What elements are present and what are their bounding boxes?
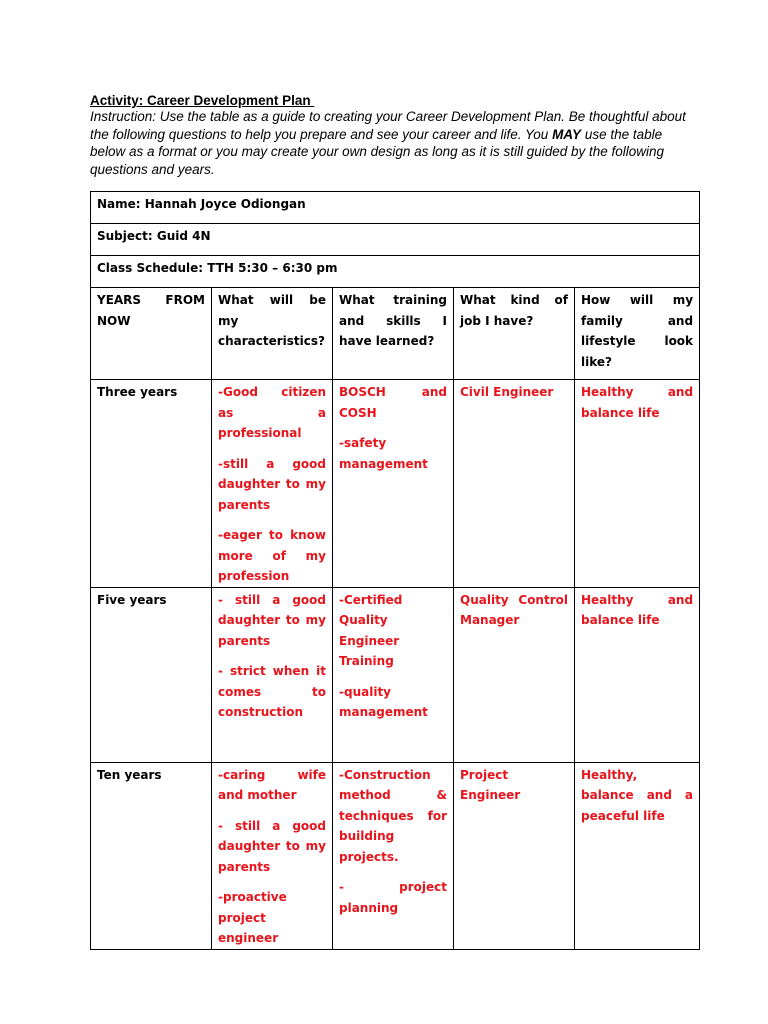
- column-header-training: What training and skills I have learned?: [333, 288, 454, 380]
- list-item: - project planning: [339, 880, 447, 915]
- activity-header: [90, 93, 690, 178]
- list-item: - still a good daughter to my parents: [218, 818, 326, 874]
- list-item: -quality management: [339, 684, 428, 719]
- instruction-emphasis: MAY: [552, 126, 582, 142]
- list-item: -caring wife and mother: [218, 767, 326, 802]
- training-cell: [333, 380, 454, 588]
- job-cell: Civil Engineer: [454, 380, 575, 588]
- instruction-text: [90, 108, 690, 178]
- list-item: -still a good daughter to my parents: [218, 456, 326, 512]
- list-item: - strict when it comes to construction: [218, 664, 326, 719]
- training-cell: [333, 587, 454, 762]
- characteristics-cell: [212, 380, 333, 588]
- row-label: Five years: [91, 587, 212, 762]
- list-item: - still a good daughter to my parents: [218, 592, 326, 648]
- lifestyle-cell: Healthy and balance life: [575, 380, 700, 588]
- row-label: Three years: [91, 380, 212, 588]
- list-item: -eager to know more of my profession: [218, 528, 326, 583]
- list-item: -Certified Quality Engineer Training: [339, 592, 403, 668]
- column-header-row: [91, 288, 700, 380]
- job-cell: Quality Control Manager: [454, 587, 575, 762]
- name-row: Name: Hannah Joyce Odiongan: [91, 192, 700, 224]
- list-item: -Good citizen as a professional: [218, 385, 326, 440]
- job-cell: Project Engineer: [454, 762, 575, 949]
- career-plan-table: [90, 191, 700, 950]
- column-header-job: What kind of job I have?: [454, 288, 575, 380]
- training-cell: [333, 762, 454, 949]
- column-header-lifestyle: How will my family and lifestyle look like?: [575, 288, 700, 380]
- activity-title: Activity: Career Development Plan: [90, 93, 315, 108]
- table-row: [91, 587, 700, 762]
- subject-row: Subject: Guid 4N: [91, 224, 700, 256]
- column-header-characteristics: What will be my characteristics?: [212, 288, 333, 380]
- characteristics-cell: [212, 587, 333, 762]
- table-row: [91, 762, 700, 949]
- list-item: -proactive project engineer: [218, 890, 287, 945]
- row-label: Ten years: [91, 762, 212, 949]
- instruction-part-b: use the table below as a format or you may create your own design as long as it is still guided by the following questions and years.: [90, 126, 665, 177]
- list-item: -safety management: [339, 436, 428, 471]
- list-item: BOSCH and COSH: [339, 385, 447, 420]
- lifestyle-cell: Healthy, balance and a peaceful life: [575, 762, 700, 949]
- schedule-row: Class Schedule: TTH 5:30 – 6:30 pm: [91, 256, 700, 288]
- instruction-part-a: Instruction: Use the table as a guide to creating your Career Development Plan. Be thoughtful about the following questions to help you prepare and see your career and life. You: [90, 109, 686, 142]
- lifestyle-cell: Healthy and balance life: [575, 587, 700, 762]
- characteristics-cell: [212, 762, 333, 949]
- list-item: -Construction method & techniques for building projects.: [339, 767, 447, 864]
- column-header-years: YEARS FROM NOW: [91, 288, 212, 380]
- table-row: [91, 380, 700, 588]
